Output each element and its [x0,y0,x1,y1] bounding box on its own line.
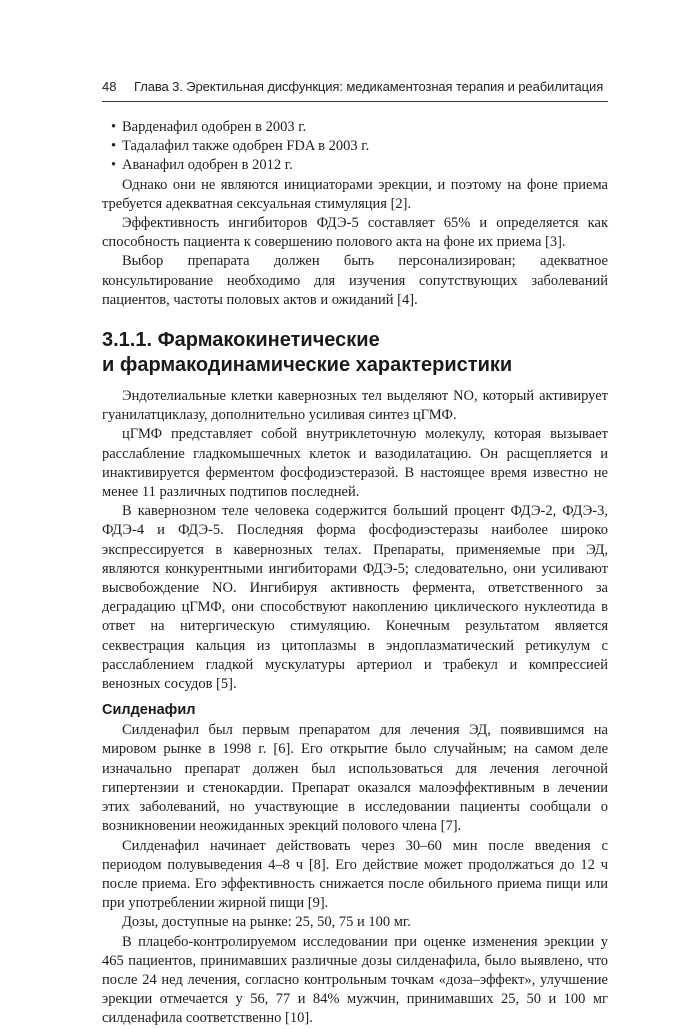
paragraph: Однако они не являются инициаторами эрекции, и поэтому на фоне приема требуется адекватная сексуальная стимуляция [2]. [102,176,608,212]
list-item [102,137,608,156]
chapter-title: Глава 3. Эректильная дисфункция: медикаментозная терапия и реабилитация [134,79,604,94]
section-heading [102,328,608,378]
paragraph: В плацебо-контролируемом исследовании при оценке изменения эрекции у 465 пациентов, принимавших различные дозы силденафила, было выявлено, что после 24 нед лечения, согласно контрольным точкам «доза–эффект», улучшение эрекции отмечается у 56, 77 и 84% мужчин, принимавших 25, 50 и 100 мг силденафила соответственно [10]. [102,933,608,1027]
bullet-icon: • [111,119,117,135]
section-heading-line1: 3.1.1. Фармакокинетические [102,329,380,352]
paragraph: Дозы, доступные на рынке: 25, 50, 75 и 100 мг. [122,914,411,931]
paragraph: Эффективность ингибиторов ФДЭ-5 составляет 65% и определяется как способность пациента к совершению полового акта на фоне их приема [3]. [102,215,608,251]
list-item [102,118,608,137]
paragraph: В кавернозном теле человека содержится больший процент ФДЭ-2, ФДЭ-3, ФДЭ-4 и ФДЭ-5. Последняя форма фосфодиэстеразы наиболее широко экспрессируется в кавернозных телах. Препараты, применяемые при ЭД, являются конкурентными ингибиторами ФДЭ-5; следовательно, они усиливают высвобождение NO. Ингибируя активность фермента, ответственного за деградацию цГМФ, они способствуют накоплению циклического нуклеотида в ответ на нитергическую стимуляцию. Конечным результатом является секвестрация кальция из цитоплазмы в эндоплазматический ретикулум с расслаблением гладкой мускулатуры артериол и трабекул и компрессией венозных сосудов [5]. [102,503,608,693]
running-header [102,79,608,101]
list-item-text: Аванафил одобрен в 2012 г. [122,157,293,174]
list-item [102,156,608,175]
paragraph: цГМФ представляет собой внутриклеточную молекулу, которая вызывает расслабление гладкомышечных клеток и вазодилатацию. Он расщепляется и инактивируется ферментом фосфодиэстеразой. В настоящее время известно не менее 11 различных подтипов последней. [102,426,608,501]
section-heading-line2: и фармакодинамические характеристики [102,354,513,377]
header-rule [102,101,608,102]
subsection-heading: Силденафил [102,702,196,719]
paragraph: Выбор препарата должен быть персонализирован; адекватное консультирование необходимо для изучения сопутствующих заболеваний пациентов, частоты половых актов и ожиданий [4]. [102,253,608,308]
paragraph: Эндотелиальные клетки кавернозных тел выделяют NO, который активирует гуанилатциклазу, дополнительно усиливая синтез цГМФ. [102,388,608,424]
page-number: 48 [102,79,117,94]
page-body [102,118,608,1029]
paragraph: Силденафил начинает действовать через 30–60 мин после введения с периодом полувыведения 4–8 ч [8]. Его действие может продолжаться до 12 ч после приема. Его эффективность снижается после обильного приема пищи или при употреблении жирной пищи [9]. [102,837,608,912]
list-item-text: Варденафил одобрен в 2003 г. [122,119,307,135]
paragraph: Силденафил был первым препаратом для лечения ЭД, появившимся на мировом рынке в 1998 г. [6]. Его открытие было случайным; на самом деле изначально препарат должен был использоваться для лечения легочной гипертензии и стенокардии. Препарат оказался малоэффективным в лечении этих заболеваний, но участвующие в исследовании пациенты сообщали о возникновении неожиданных эрекций полового члена [7]. [102,722,608,835]
bullet-list [102,118,608,176]
bullet-icon: • [111,157,117,174]
bullet-icon: • [111,138,117,155]
list-item-text: Тадалафил также одобрен FDA в 2003 г. [122,138,370,155]
